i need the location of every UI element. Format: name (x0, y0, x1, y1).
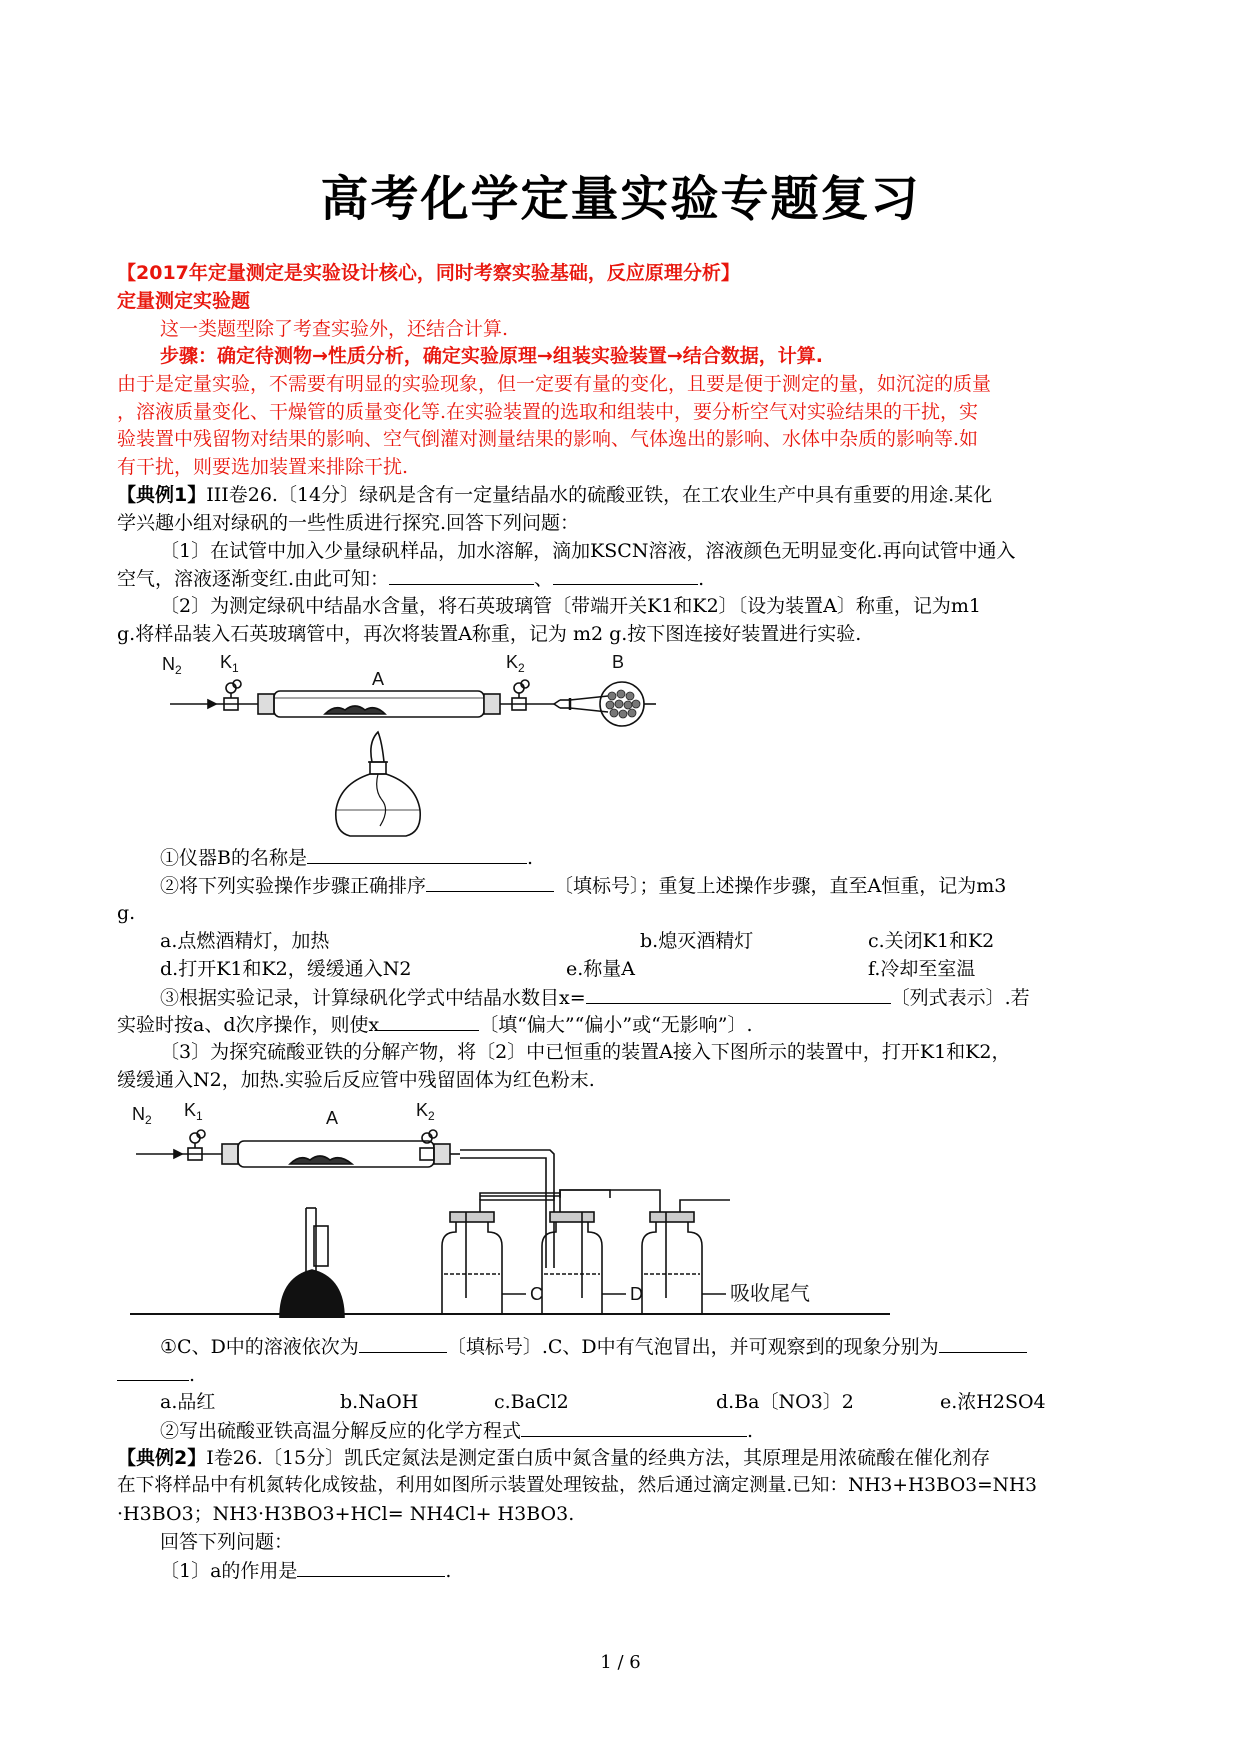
n2-arrow-head (208, 700, 216, 708)
answer-blank-ex2-q1[interactable] (297, 1556, 445, 1577)
ex2-q1-text: 〔1〕a的作用是 (160, 1560, 298, 1582)
fig1-k1-label: $K_1$ (220, 652, 239, 675)
ex2-q1-end: . (445, 1560, 452, 1582)
page-number: 1 / 6 (600, 1652, 641, 1673)
q1-line-b (117, 564, 704, 593)
t2-line (160, 1416, 753, 1445)
burner-base (280, 1270, 344, 1318)
s3-post: 〔列式表示〕.若 (890, 987, 1030, 1009)
s1-end: . (526, 847, 534, 869)
stopper-right (484, 694, 500, 714)
apparatus-figure-2 (130, 1098, 890, 1318)
s2-line (160, 871, 1006, 900)
fig2-k1-label: K (184, 1100, 197, 1120)
alcohol-lamp (336, 774, 420, 836)
t1-continued (117, 1360, 195, 1389)
q3-line-b: 缓缓通入N2，加热.实验后反应管中残留固体为红色粉末. (117, 1069, 595, 1091)
q2-line-b: g.将样品装入石英玻璃管中，再次将装置A称重，记为 m2 g.按下图连接好装置进行实验. (117, 623, 862, 645)
option2-a: a.品红 (160, 1391, 216, 1413)
stopper-left (258, 694, 274, 714)
option2-c: c.BaCl2 (494, 1391, 569, 1413)
fig2-d-label: D (630, 1284, 643, 1304)
intro-para-1: 由于是定量实验，不需要有明显的实验现象，但一定要有量的变化，且要是便于测定的量，如沉淀的质量 (117, 373, 992, 395)
option-d: d.打开K1和K2，缓缓通入N2 (160, 958, 412, 980)
page-title: 高考化学定量实验专题复习 (320, 171, 921, 227)
intro-para-4: 有干扰，则要选加装置来排除干扰. (117, 456, 409, 478)
intro-para-2: ，溶液质量变化、干燥管的质量变化等.在实验装置的选取和组装中，要分析空气对实验结果的干扰，实 (117, 401, 979, 423)
lamp-neck (370, 762, 386, 774)
answer-blank-q1-1[interactable] (389, 564, 534, 585)
example2-line-2: 在下将样品中有机氮转化成铵盐，利用如图所示装置处理铵盐，然后通过滴定测量.已知：NH3+H3BO3=NH3 (117, 1475, 1037, 1496)
answer-blank-t1-c[interactable] (117, 1360, 189, 1381)
apparatus-figure-1 (160, 650, 660, 855)
fig2-a-label: A (326, 1108, 339, 1128)
s2-continued: g. (117, 902, 136, 924)
s3-text: ③根据实验记录，计算绿矾化学式中结晶水数目x= (160, 987, 586, 1009)
q1-separator: 、 (534, 568, 554, 590)
section-heading: 定量测定实验题 (117, 290, 251, 312)
example2-line-5 (160, 1556, 451, 1585)
option-a: a.点燃酒精灯，加热 (160, 930, 330, 952)
answer-blank-t1-b[interactable] (939, 1332, 1027, 1353)
flame (371, 732, 384, 762)
option-f: f.冷却至室温 (868, 958, 976, 980)
t2-text: ②写出硫酸亚铁高温分解反应的化学方程式 (160, 1420, 522, 1442)
q2-line-a: 〔2〕为测定绿矾中结晶水含量，将石英玻璃管〔带端开关K1和K2〕〔设为装置A〕称重，记为m1 (160, 595, 981, 617)
core-heading: 【2017年定量测定是实验设计核心，同时考察实验基础，反应原理分析】 (117, 262, 740, 284)
q3-line-a: 〔3〕为探究硫酸亚铁的分解产物，将〔2〕中已恒重的装置A接入下图所示的装置中，打开K1和K2， (160, 1041, 1011, 1063)
example2-line-4: 回答下列问题： (160, 1531, 294, 1553)
option-c: c.关闭K1和K2 (868, 930, 995, 952)
gas-tube-to-c (460, 1150, 554, 1268)
s3b-post: 〔填“偏大”“偏小”或“无影响”〕. (479, 1014, 753, 1036)
svg-text:K1: $K_1$ (184, 1100, 203, 1123)
s3-line (160, 983, 1030, 1012)
example2-line-3: ·H3BO3；NH3·H3BO3+HCl= NH4Cl+ H3BO3. (117, 1503, 575, 1525)
option2-e: e.浓H2SO4 (940, 1391, 1046, 1413)
s1-line (160, 843, 533, 872)
t1-end: . (189, 1364, 196, 1386)
wash-bottle-tail (642, 1220, 702, 1314)
example1-heading (117, 481, 992, 509)
sample-in-tube (325, 706, 385, 714)
option-b: b.熄灭酒精灯 (640, 930, 754, 952)
example2-tag: 【典例2】 (117, 1447, 207, 1469)
s1-text: ①仪器B的名称是 (160, 847, 307, 869)
svg-text:K2: $K_2$ (416, 1100, 435, 1123)
fig1-a-label: A (372, 669, 385, 689)
intro-para-3: 验装置中残留物对结果的影响、空气倒灌对测量结果的影响、气体逸出的影响、水体中杂质的影响等.如 (117, 428, 979, 450)
fig2-tail-gas-label: 吸收尾气 (730, 1283, 810, 1305)
t2-end: . (747, 1420, 754, 1442)
intro-line-1: 这一类题型除了考查实验外，还结合计算. (160, 318, 509, 340)
fig2-k2-valve (420, 1148, 434, 1160)
option-e: e.称量A (566, 958, 636, 980)
q1-line-b-text: 空气，溶液逐渐变红.由此可知： (117, 568, 390, 590)
fig2-k2-label: K (416, 1100, 429, 1120)
t1-line (160, 1332, 1027, 1361)
q1-end: . (698, 568, 705, 590)
s3b-text: 实验时按a、d次序操作，则使x (117, 1014, 380, 1036)
answer-blank-s3b[interactable] (379, 1010, 479, 1031)
t1-text: ①C、D中的溶液依次为 (160, 1336, 359, 1358)
example1-head-2: 学兴趣小组对绿矾的一些性质进行探究.回答下列问题： (117, 512, 580, 534)
wash-bottle-c (442, 1220, 502, 1314)
answer-blank-s2[interactable] (426, 871, 554, 892)
s2-text: ②将下列实验操作步骤正确排序 (160, 875, 427, 897)
svg-text:N2: $N_2$ (132, 1104, 152, 1127)
s2-post: 〔填标号〕；重复上述操作步骤，直至A恒重，记为m3 (554, 875, 1007, 897)
s3b-line (117, 1010, 753, 1039)
answer-blank-t2[interactable] (521, 1416, 747, 1437)
fig2-c-label: C (530, 1284, 543, 1304)
option2-d: d.Ba〔NO3〕2 (716, 1391, 854, 1413)
answer-blank-q1-2[interactable] (553, 564, 698, 585)
example2-line-1: I卷26.〔15分〕凯氏定氮法是测定蛋白质中氮含量的经典方法，其原理是用浓硫酸在催化剂存 (206, 1447, 991, 1469)
option2-b: b.NaOH (340, 1391, 419, 1413)
example1-tag: 【典例1】 (117, 484, 207, 506)
fig1-k2-label: $K_2$ (506, 652, 525, 675)
answer-blank-t1[interactable] (359, 1332, 447, 1353)
fig2-n2-label: N (132, 1104, 145, 1124)
example2-heading (117, 1444, 990, 1472)
q1-line-a: 〔1〕在试管中加入少量绿矾样品，加水溶解，滴加KSCN溶液，溶液颜色无明显变化.再向试管中通入 (160, 540, 1016, 562)
steps-line: 步骤：确定待测物→性质分析，确定实验原理→组装实验装置→结合数据，计算. (160, 345, 823, 367)
wash-bottle-d (542, 1220, 602, 1314)
answer-blank-s1[interactable] (307, 843, 527, 864)
fig1-b-label: B (612, 652, 625, 672)
answer-blank-s3[interactable] (586, 983, 891, 1004)
example1-head-1: III卷26.〔14分〕绿矾是含有一定量结晶水的硫酸亚铁，在工农业生产中具有重要的用途.某化 (206, 484, 993, 506)
t1-post: 〔填标号〕.C、D中有气泡冒出，并可观察到的现象分别为 (446, 1336, 939, 1358)
fig1-n2-label: $N_2$ (162, 654, 182, 677)
